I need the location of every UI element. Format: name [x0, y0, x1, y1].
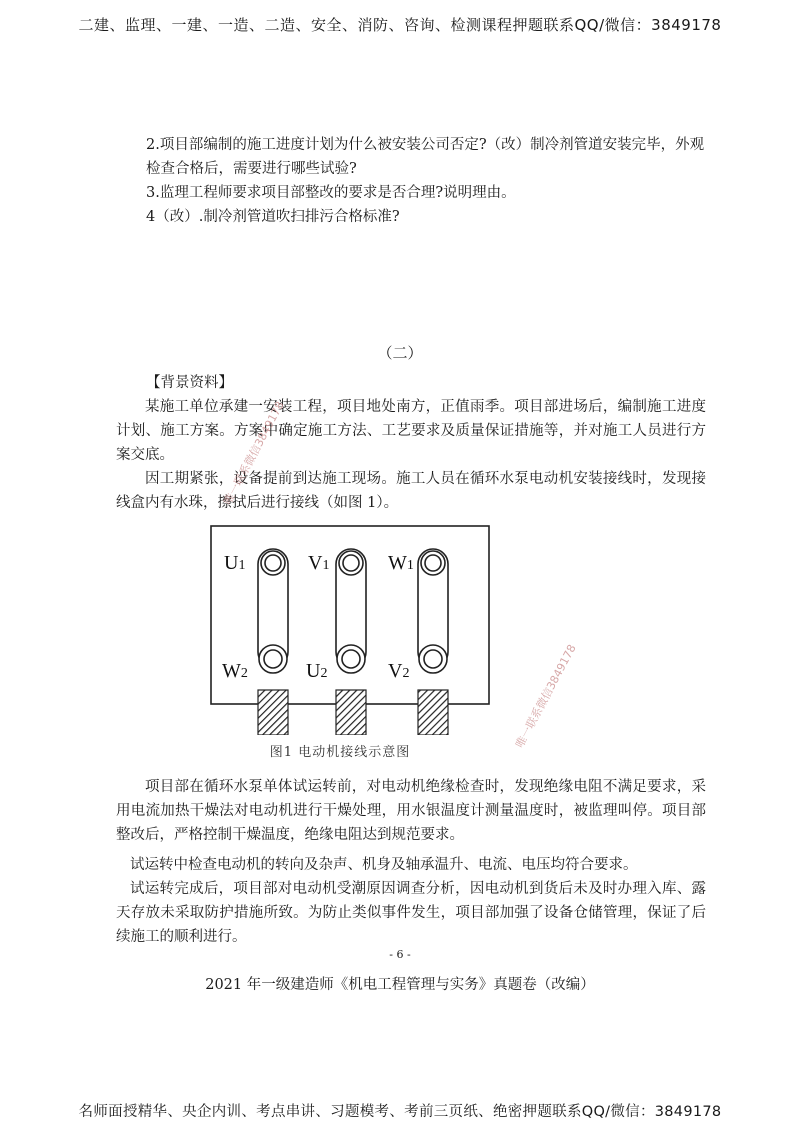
terminal-group-1 — [258, 549, 288, 735]
label-v2: V2 — [388, 660, 410, 682]
watermark-2: 唯一联系微信3849178 — [513, 642, 579, 751]
terminal-group-2 — [336, 549, 366, 735]
page-header: 二建、监理、一建、一造、二造、安全、消防、咨询、检测课程押题联系QQ/微信：3849178 — [78, 16, 722, 34]
document-title: 2021 年一级建造师《机电工程管理与实务》真题卷（改编） — [205, 977, 595, 993]
label-u2: U2 — [306, 660, 328, 682]
watermark-1: 唯一联系微信3849178 — [221, 399, 287, 508]
background-title: 【背景资料】 — [146, 375, 233, 391]
question-2: 2.项目部编制的施工进度计划为什么被安装公司否定?（改）制冷剂管道安装完毕，外观检查合格后，需要进行哪些试验? — [146, 137, 705, 177]
paragraph-5: 试运转完成后，项目部对电动机受潮原因调查分析，因电动机到货后未及时办理入库、露天存放未采取防护措施所致。为防止类似事件发生，项目部加强了设备仓储管理，保证了后续施工的顺利进行。 — [116, 881, 706, 945]
label-v1: V1 — [308, 552, 330, 574]
motor-wiring-diagram — [210, 525, 490, 735]
cable-lead-3 — [418, 690, 448, 735]
section-title: （二） — [377, 344, 423, 362]
label-u1: U1 — [224, 552, 246, 574]
cable-lead-1 — [258, 690, 288, 735]
label-w1: W1 — [388, 552, 414, 574]
terminal-group-3 — [418, 549, 448, 735]
page-number: - 6 - — [389, 948, 411, 961]
page-footer: 名师面授精华、央企内训、考点串讲、习题模考、考前三页纸、绝密押题联系QQ/微信：3849178 — [78, 1104, 722, 1120]
paragraph-3: 项目部在循环水泵单体试运转前，对电动机绝缘检查时，发现绝缘电阻不满足要求，采用电流加热干燥法对电动机进行干燥处理，用水银温度计测量温度时，被监理叫停。项目部整改后，严格控制干燥温度，绝缘电阻达到规范要求。 — [116, 779, 706, 843]
question-4: 4（改）.制冷剂管道吹扫排污合格标准? — [146, 209, 400, 225]
paragraph-1: 某施工单位承建一安装工程，项目地处南方，正值雨季。项目部进场后，编制施工进度计划、施工方案。方案中确定施工方法、工艺要求及质量保证措施等，并对施工人员进行方案交底。 — [116, 399, 706, 463]
figure-caption: 图1 电动机接线示意图 — [269, 745, 411, 760]
cable-lead-2 — [336, 690, 366, 735]
question-3: 3.监理工程师要求项目部整改的要求是否合理?说明理由。 — [146, 185, 516, 201]
paragraph-2: 因工期紧张，设备提前到达施工现场。施工人员在循环水泵电动机安装接线时，发现接线盒内有水珠，擦拭后进行接线（如图 1）。 — [116, 471, 706, 511]
label-w2: W2 — [222, 660, 248, 682]
paragraph-4: 试运转中检查电动机的转向及杂声、机身及轴承温升、电流、电压均符合要求。 — [130, 857, 638, 873]
